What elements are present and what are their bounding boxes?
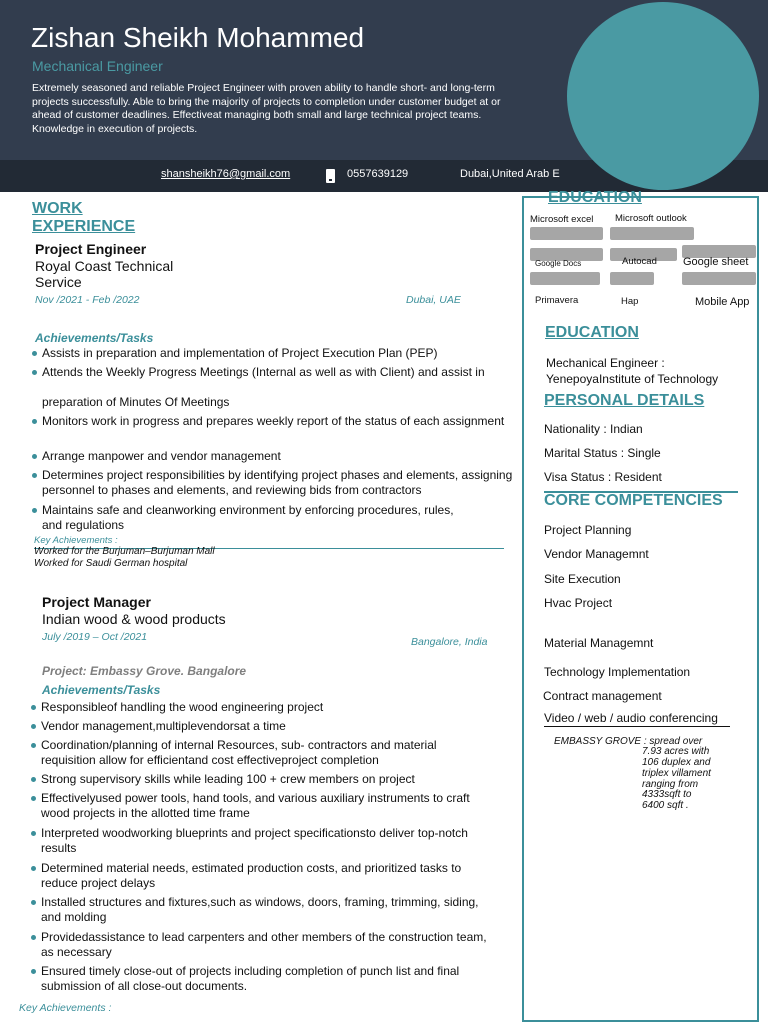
- job1-bullet: Monitors work in progress and prepares weekly report of the status of each assignment: [32, 414, 522, 429]
- key-achievement: Worked for Saudi German hospital: [34, 558, 188, 569]
- job2-bullet: Responsibleof handling the wood engineering project: [31, 700, 521, 715]
- job2-title: Project Manager: [42, 594, 151, 610]
- skills-heading: EDUCATION: [548, 189, 642, 206]
- job1-bullet-continued: preparation of Minutes Of Meetings: [42, 395, 230, 409]
- job2-bullet: Strong supervisory skills while leading 100 + crew members on project: [31, 772, 521, 787]
- skill-label: Google Docs: [535, 259, 582, 268]
- education-degree: Mechanical Engineer :: [546, 356, 665, 370]
- skill-label: Microsoft outlook: [615, 213, 687, 224]
- job2-dates: July /2019 – Oct /2021: [42, 631, 148, 643]
- work-heading-line: WORK: [32, 200, 83, 217]
- nationality: Nationality : Indian: [544, 422, 643, 436]
- summary-line: Knowledge in execution of projects.: [32, 122, 198, 135]
- job1-bullet: Arrange manpower and vendor management: [32, 449, 522, 464]
- job2-key-achievements-label: Key Achievements :: [19, 1002, 112, 1014]
- competency-item: Vendor Managemnt: [544, 547, 649, 561]
- personal-details-heading: PERSONAL DETAILS: [544, 392, 705, 409]
- visa-status: Visa Status : Resident: [544, 470, 662, 484]
- embassy-note-line: triplex villament: [642, 768, 711, 779]
- job2-bullet: Installed structures and fixtures,such as windows, doors, framing, trimming, siding, and molding: [31, 895, 481, 925]
- embassy-note-line: 4333sqft to: [642, 789, 692, 800]
- skill-label: Primavera: [535, 295, 579, 306]
- competency-item: Contract management: [543, 689, 662, 703]
- job1-bullet: Attends the Weekly Progress Meetings (Internal as well as with Client) and assist in: [32, 365, 522, 380]
- skill-bar: [610, 227, 694, 240]
- work-heading-line: EXPERIENCE: [32, 218, 136, 235]
- core-competencies-heading: CORE COMPETENCIES: [544, 492, 723, 509]
- embassy-note-line: EMBASSY GROVE : spread over: [554, 736, 703, 747]
- summary-line: ahead of customer deadlines. Effectiveat managing both small and large technical project teams.: [32, 109, 482, 121]
- phone-icon: [326, 169, 335, 183]
- job1-location: Dubai, UAE: [406, 294, 461, 306]
- skill-bar: [530, 272, 600, 285]
- education-heading: EDUCATION: [545, 324, 639, 341]
- skill-label: Microsoft excel: [530, 214, 594, 225]
- embassy-note-line: 6400 sqft .: [642, 800, 689, 811]
- summary-line: projects successfully. Able to bring the majority of projects to completion under customer budget at or: [32, 95, 501, 108]
- job1-bullet: Determines project responsibilities by identifying project phases and elements, assigning personnel to phases and elements, and reviewing bids from contractors: [32, 468, 522, 498]
- education-institute: YenepoyaInstitute of Technology: [546, 372, 719, 386]
- candidate-name: Zishan Sheikh Mohammed: [31, 22, 365, 53]
- job2-bullet: Determined material needs, estimated production costs, and prioritized tasks to reduce project delays: [31, 861, 501, 891]
- job2-location: Bangalore, India: [411, 636, 488, 648]
- embassy-note-line: 106 duplex and: [642, 757, 711, 768]
- job2-bullet: Vendor management,multiplevendorsat a time: [31, 719, 521, 734]
- job1-key-achievements-label: Key Achievements :: [34, 535, 118, 546]
- competency-item: Site Execution: [544, 572, 621, 586]
- job2-bullet: Effectivelyused power tools, hand tools, and various auxiliary instruments to craft wood projects in the allotted time frame: [31, 791, 491, 821]
- job1-company: Service: [35, 274, 82, 290]
- job2-bullet: Interpreted woodworking blueprints and project specificationsto deliver top-notch results: [31, 826, 471, 856]
- summary-line: Extremely seasoned and reliable Project Engineer with proven ability to handle short- and long-term: [32, 82, 495, 94]
- competency-item: Project Planning: [544, 523, 632, 537]
- summary: [32, 82, 562, 136]
- skill-label: Autocad: [622, 256, 657, 267]
- key-achievement: Worked for the Burjuman–Burjuman Mall: [34, 546, 215, 557]
- skill-bar: [530, 227, 603, 240]
- job1-dates: Nov /2021 - Feb /2022: [35, 294, 140, 306]
- underline: [544, 726, 730, 727]
- candidate-title: Mechanical Engineer: [32, 58, 163, 74]
- skill-label: Mobile App: [695, 296, 750, 308]
- job2-bullet: Ensured timely close-out of projects including completion of punch list and final submission of all close-out documents.: [31, 964, 511, 994]
- job2-project: Project: Embassy Grove. Bangalore: [42, 664, 247, 678]
- competency-item: Video / web / audio conferencing: [544, 711, 718, 725]
- job2-bullet: Coordination/planning of internal Resources, sub- contractors and material requisition allow for efficientand cost effectiveproject completion: [31, 738, 491, 768]
- skill-label: Google sheet: [683, 256, 749, 268]
- job1-company: Royal Coast Technical: [35, 258, 174, 274]
- skill-bar: [610, 272, 654, 285]
- location: Dubai,United Arab E: [460, 168, 560, 180]
- job2-company: Indian wood & wood products: [42, 611, 226, 627]
- embassy-note-line: ranging from: [642, 779, 699, 790]
- marital-status: Marital Status : Single: [544, 446, 661, 460]
- job1-title: Project Engineer: [35, 241, 147, 257]
- competency-item: Material Managemnt: [544, 636, 654, 650]
- email-link[interactable]: shansheikh76@gmail.com: [161, 168, 291, 180]
- job2-achievements-heading: Achievements/Tasks: [42, 683, 161, 697]
- skill-label: Hap: [621, 296, 639, 307]
- phone-number: 0557639129: [347, 168, 409, 180]
- work-experience-heading: [32, 200, 162, 236]
- job1-bullet: Assists in preparation and implementation of Project Execution Plan (PEP): [32, 346, 522, 361]
- competency-item: Technology Implementation: [544, 665, 691, 679]
- job1-bullet: Maintains safe and cleanworking environment by enforcing procedures, rules, and regulations: [32, 503, 462, 533]
- photo-circle: [567, 2, 759, 190]
- job2-bullet: Providedassistance to lead carpenters and other members of the construction team, as necessary: [31, 930, 501, 960]
- skill-bar: [682, 272, 756, 285]
- job1-achievements-heading: Achievements/Tasks: [35, 331, 154, 345]
- embassy-note-line: 7.93 acres with: [642, 746, 710, 757]
- competency-item: Hvac Project: [544, 596, 613, 610]
